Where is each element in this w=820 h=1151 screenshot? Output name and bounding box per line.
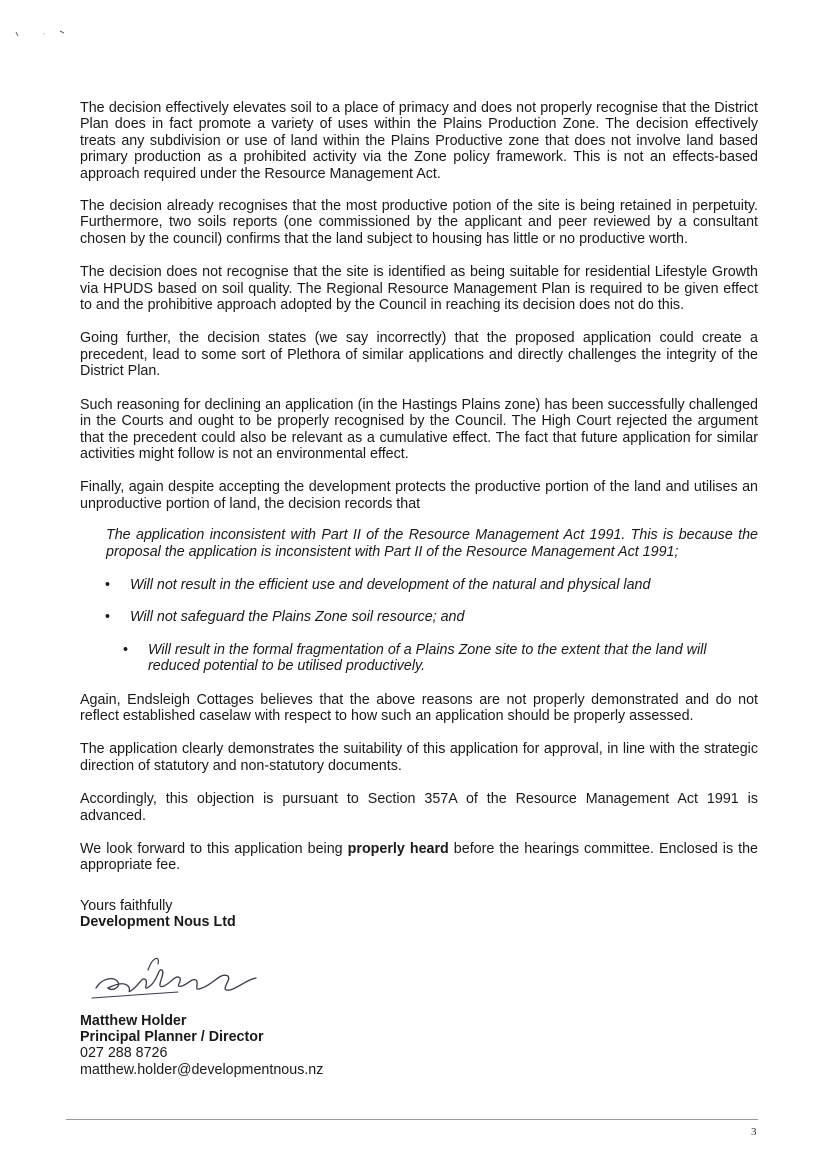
handwritten-signature	[88, 940, 268, 1010]
final-text-after: before the hearings committee. Enclosed is the appropriate fee.	[80, 841, 758, 874]
paragraph: Finally, again despite accepting the development protects the productive portion of the land and utilises an unproductive portion of land, the decision records that	[80, 479, 758, 512]
bullet-item: • Will not result in the efficient use and development of the natural and physical land	[130, 577, 758, 593]
bullet-item: • Will result in the formal fragmentation of a Plains Zone site to the extent that the land will reduced potential to be utilised productively.	[148, 642, 758, 675]
signatory-title: Principal Planner / Director	[80, 1029, 264, 1046]
paragraph: Such reasoning for declining an application (in the Hastings Plains zone) has been successfully challenged in the Courts and ought to be properly recognised by the Council. The High Court rejected the argument that the precedent could also be relevant as a cumulative effect. The fact that future application for similar activities might follow is not an environmental effect.	[80, 396, 758, 462]
bullet-item: • Will not safeguard the Plains Zone soil resource; and	[130, 609, 758, 625]
paragraph: The decision does not recognise that the site is identified as being suitable for residential Lifestyle Growth via HPUDS based on soil quality. The Regional Resource Management Plan is required to be given effect to and the prohibitive approach adopted by the Council in reaching its decision does not do this.	[80, 264, 758, 314]
page-number: 3	[751, 1126, 757, 1138]
paragraph: Again, Endsleigh Cottages believes that the above reasons are not properly demonstrated and do not reflect established caselaw with respect to how such an application should be properly assessed.	[80, 691, 758, 724]
company-name: Development Nous Ltd	[80, 914, 236, 931]
signatory-name: Matthew Holder	[80, 1012, 187, 1029]
signatory-block	[80, 1013, 758, 1079]
paragraph: Going further, the decision states (we say incorrectly) that the proposed application could create a precedent, lead to some sort of Plethora of similar applications and directly challenges the integrity of the District Plan.	[80, 330, 758, 380]
paragraph: The decision effectively elevates soil to a place of primacy and does not properly recognise that the District Plan does in fact promote a variety of uses within the Plains Production Zone. The decision effectively treats any subdivision or use of land within the Plains Productive zone that does not involve land based primary production as a prohibited activity via the Zone policy framework. This is not an effects-based approach required under the Resource Management Act.	[80, 100, 758, 182]
closing-salutation: Yours faithfully	[80, 897, 173, 914]
signatory-email: matthew.holder@developmentnous.nz	[80, 1061, 324, 1078]
paragraph: The decision already recognises that the most productive potion of the site is being retained in perpetuity. Furthermore, two soils reports (one commissioned by the applicant and peer reviewed by a consultant chosen by the council) confirms that the land subject to housing has little or no productive worth.	[80, 198, 758, 247]
footer-divider	[66, 1119, 758, 1120]
signatory-phone: 027 288 8726	[80, 1045, 168, 1062]
decision-quote: The application inconsistent with Part II of the Resource Management Act 1991. This is because the proposal the application is inconsistent with Part II of the Resource Management Act 1991;	[106, 527, 758, 560]
final-text-bold: properly heard	[347, 841, 449, 857]
paragraph: Accordingly, this objection is pursuant to Section 357A of the Resource Management Act 1991 is advanced.	[80, 791, 758, 824]
final-paragraph	[80, 841, 758, 874]
final-text-before: We look forward to this application being	[80, 841, 348, 857]
closing-block	[80, 898, 758, 931]
paragraph: The application clearly demonstrates the suitability of this application for approval, in line with the strategic direction of statutory and non-statutory documents.	[80, 741, 758, 774]
letter-body	[80, 100, 758, 1078]
scan-marks	[14, 28, 74, 40]
